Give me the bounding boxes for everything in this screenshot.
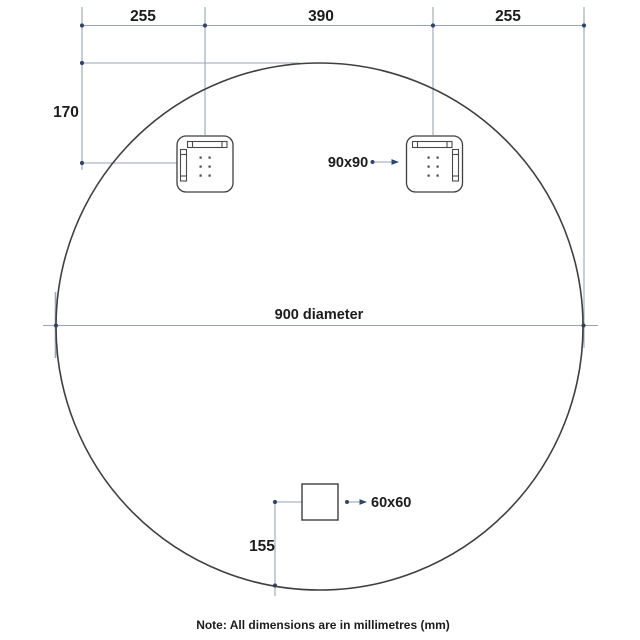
tick-dot bbox=[80, 161, 84, 165]
bracket-size-label: 90x90 bbox=[327, 155, 369, 171]
bracket-hole bbox=[209, 166, 211, 168]
bottom-junction-box bbox=[302, 484, 338, 520]
arrowhead-icon bbox=[392, 159, 400, 165]
bracket-hole bbox=[437, 157, 439, 159]
bracket-hole bbox=[200, 157, 202, 159]
pointer-tail-dot bbox=[345, 500, 349, 504]
right-mounting-bracket bbox=[407, 136, 463, 192]
dim-label-top-right: 255 bbox=[495, 8, 521, 25]
bracket-hole bbox=[209, 157, 211, 159]
tick-dot bbox=[273, 500, 277, 504]
dim-label-top-left: 255 bbox=[130, 8, 156, 25]
bracket-hole bbox=[428, 166, 430, 168]
bracket-hole bbox=[209, 175, 211, 177]
bracket-hole bbox=[428, 175, 430, 177]
bracket-body bbox=[177, 136, 233, 192]
arrowhead-icon bbox=[360, 499, 368, 505]
left-mounting-bracket bbox=[177, 136, 233, 192]
dimension-labels bbox=[53, 8, 521, 632]
dim-label-bottom-vertical: 155 bbox=[249, 538, 275, 555]
pointer-tail-dot bbox=[371, 160, 375, 164]
bracket-hole bbox=[428, 157, 430, 159]
tick-dot bbox=[431, 23, 435, 27]
dim-label-left-vertical: 170 bbox=[53, 104, 79, 121]
bracket-hole bbox=[437, 166, 439, 168]
tick-dot bbox=[80, 61, 84, 65]
bracket-hole bbox=[437, 175, 439, 177]
diameter-label: 900 diameter bbox=[274, 307, 364, 323]
bracket-body bbox=[407, 136, 463, 192]
tick-dot bbox=[80, 23, 84, 27]
note-text: Note: All dimensions are in millimetres (mm) bbox=[196, 618, 450, 632]
bracket-hole bbox=[200, 175, 202, 177]
tick-dot bbox=[203, 23, 207, 27]
tick-dot bbox=[582, 23, 586, 27]
dim-label-top-center: 390 bbox=[308, 8, 334, 25]
square-size-label: 60x60 bbox=[371, 495, 412, 511]
bracket-hole bbox=[200, 166, 202, 168]
